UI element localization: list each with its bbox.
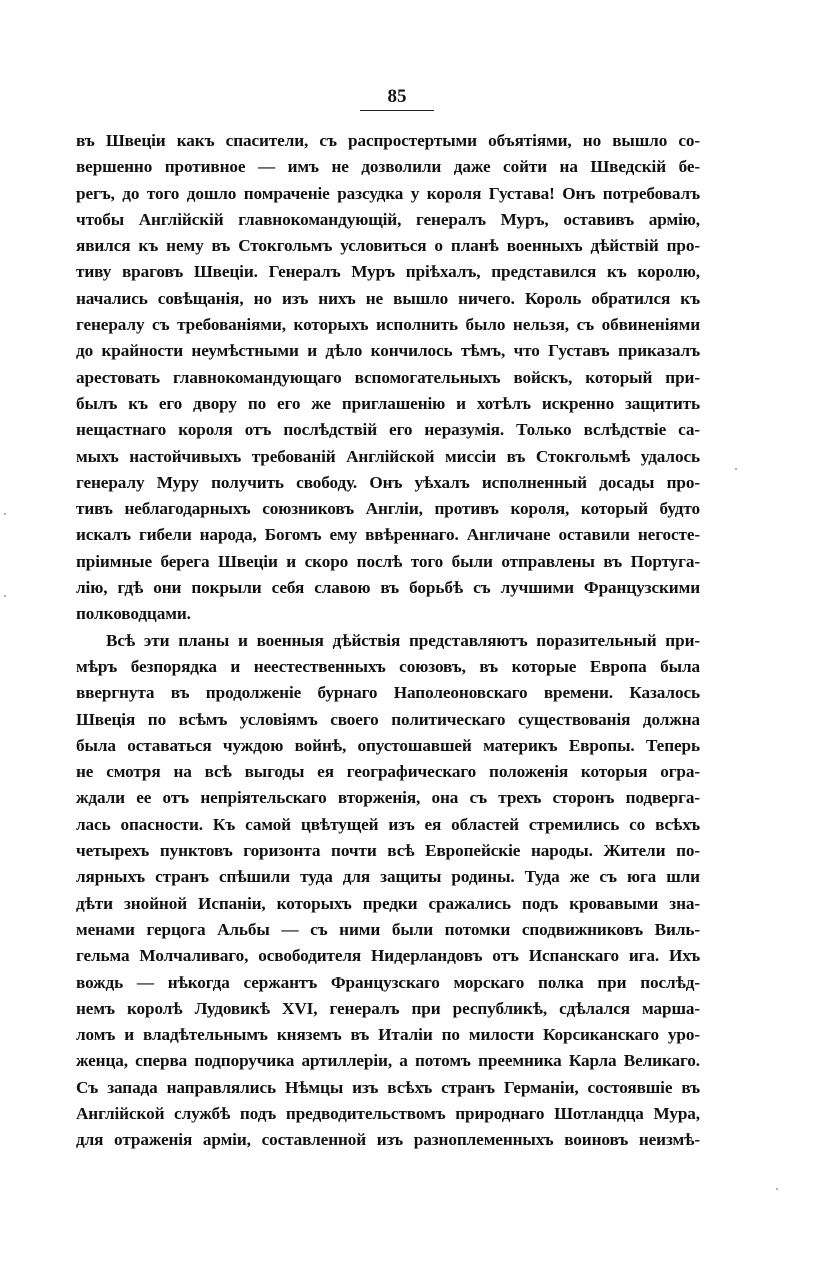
text-line: немъ королѣ Лудовикѣ XVI, генералъ при республикѣ, сдѣлался марша- (76, 998, 700, 1018)
text-line: прiимные берега Швецiи и скоро послѣ того были отправлены въ Португа- (76, 551, 700, 571)
text-line: гельма Молчаливаго, освободителя Нидерландовъ отъ Испанскаго ига. Ихъ (76, 946, 700, 966)
text-line: искалъ гибели народа, Богомъ ему ввѣреннаго. Англичане оставили негосте- (76, 525, 700, 545)
text-line: ждали ее отъ непрiятельскаго вторженiя, она съ трехъ сторонъ подверга- (76, 788, 700, 808)
scan-speck (4, 513, 6, 515)
text-line: былъ къ его двору по его же приглашенiю и хотѣлъ искренно защитить (76, 393, 700, 413)
text-line: менами герцога Альбы — съ ними были потомки сподвижниковъ Виль- (76, 919, 700, 939)
text-line: полководцами. (76, 604, 191, 624)
text-line: арестовать главнокомандующаго вспомогательныхъ войскъ, который при- (76, 367, 700, 387)
text-line: явился къ нему въ Стокгольмъ условиться о планѣ военныхъ дѣйствiй про- (76, 236, 700, 256)
page-number-rule (360, 110, 434, 111)
text-line: лiю, гдѣ они покрыли себя славою въ борьбѣ съ лучшими Французскими (76, 578, 700, 598)
text-line: ломъ и владѣтельнымъ княземъ въ Италiи по милости Корсиканскаго уро- (76, 1025, 700, 1045)
text-line: генералу съ требованiями, которыхъ исполнить было нельзя, съ обвиненiями (76, 315, 700, 335)
text-line: Всѣ эти планы и военныя дѣйствiя представляютъ поразительный при- (106, 630, 700, 650)
text-line: женца, сперва подпоручика артиллерiи, а потомъ преемника Карла Великаго. (76, 1051, 700, 1071)
text-line: въ Швецiи какъ спасители, съ распростертыми объятiями, но вышло со- (76, 131, 700, 150)
text-line: регъ, до того дошло помраченiе разсудка у короля Густава! Онъ потребовалъ (76, 183, 700, 203)
text-line: Англiйской службѣ подъ предводительствомъ природнаго Шотландца Мура, (76, 1103, 700, 1123)
text-line: мыхъ настойчивыхъ требованiй Англiйской миссiи въ Стокгольмѣ удалось (76, 446, 700, 466)
text-line: тиву враговъ Швецiи. Генералъ Муръ прiѣхалъ, представился къ королю, (76, 262, 700, 282)
scan-speck (735, 468, 737, 470)
text-line: дѣти знойной Испанiи, которыхъ предки сражались подъ кровавыми зна- (76, 893, 700, 913)
text-line: вождь — нѣкогда сержантъ Французскаго морскаго полка при послѣд- (76, 972, 700, 992)
text-line: вершенно противное — имъ не дозволили даже сойти на Шведскiй бе- (76, 157, 700, 177)
text-line: чтобы Англiйскiй главнокомандующiй, генералъ Муръ, оставивъ армiю, (76, 209, 700, 229)
text-line: генералу Муру получить свободу. Онъ уѣхалъ исполненный досады про- (76, 472, 700, 492)
text-line: не смотря на всѣ выгоды ея географическаго положенiя которыя огра- (76, 762, 700, 782)
page-number: 85 (387, 86, 407, 107)
text-line: до крайности неумѣстными и дѣло кончилось тѣмъ, что Густавъ приказалъ (76, 341, 700, 361)
text-line: для отраженiя армiи, составленной изъ разноплеменныхъ воиновъ неизмѣ- (76, 1130, 700, 1150)
paragraph-2 (76, 628, 700, 1154)
text-line: мѣръ безпорядка и неестественныхъ союзовъ, въ которые Европа была (76, 656, 700, 676)
paragraph-1 (76, 128, 700, 628)
text-line: Съ запада направлялись Нѣмцы изъ всѣхъ странъ Германiи, состоявшiе въ (76, 1077, 700, 1097)
text-line: Швецiя по всѣмъ условiямъ своего политическаго существованiя должна (76, 709, 700, 729)
scan-speck (776, 1188, 778, 1190)
text-line: тивъ неблагодарныхъ союзниковъ Англiи, противъ короля, который будто (76, 499, 700, 519)
scan-speck (4, 595, 6, 597)
text-line: была оставаться чуждою войнѣ, опустошавшей материкъ Европы. Теперь (76, 735, 700, 755)
text-line: ввергнута въ продолженiе бурнаго Наполеоновскаго времени. Казалось (76, 683, 700, 703)
text-line: нещастнаго короля отъ послѣдствiй его неразумiя. Только вслѣдствiе са- (76, 420, 700, 440)
text-line: лярныхъ странъ спѣшили туда для защиты родины. Туда же съ юга шли (76, 867, 700, 887)
text-line: лась опасности. Къ самой цвѣтущей изъ ея областей стремились со всѣхъ (76, 814, 700, 834)
text-line: начались совѣщанiя, но изъ нихъ не вышло ничего. Король обратился къ (76, 288, 700, 308)
body-text (76, 128, 700, 1154)
text-line: четырехъ пунктовъ горизонта почти всѣ Европейскiе народы. Жители по- (76, 841, 700, 861)
